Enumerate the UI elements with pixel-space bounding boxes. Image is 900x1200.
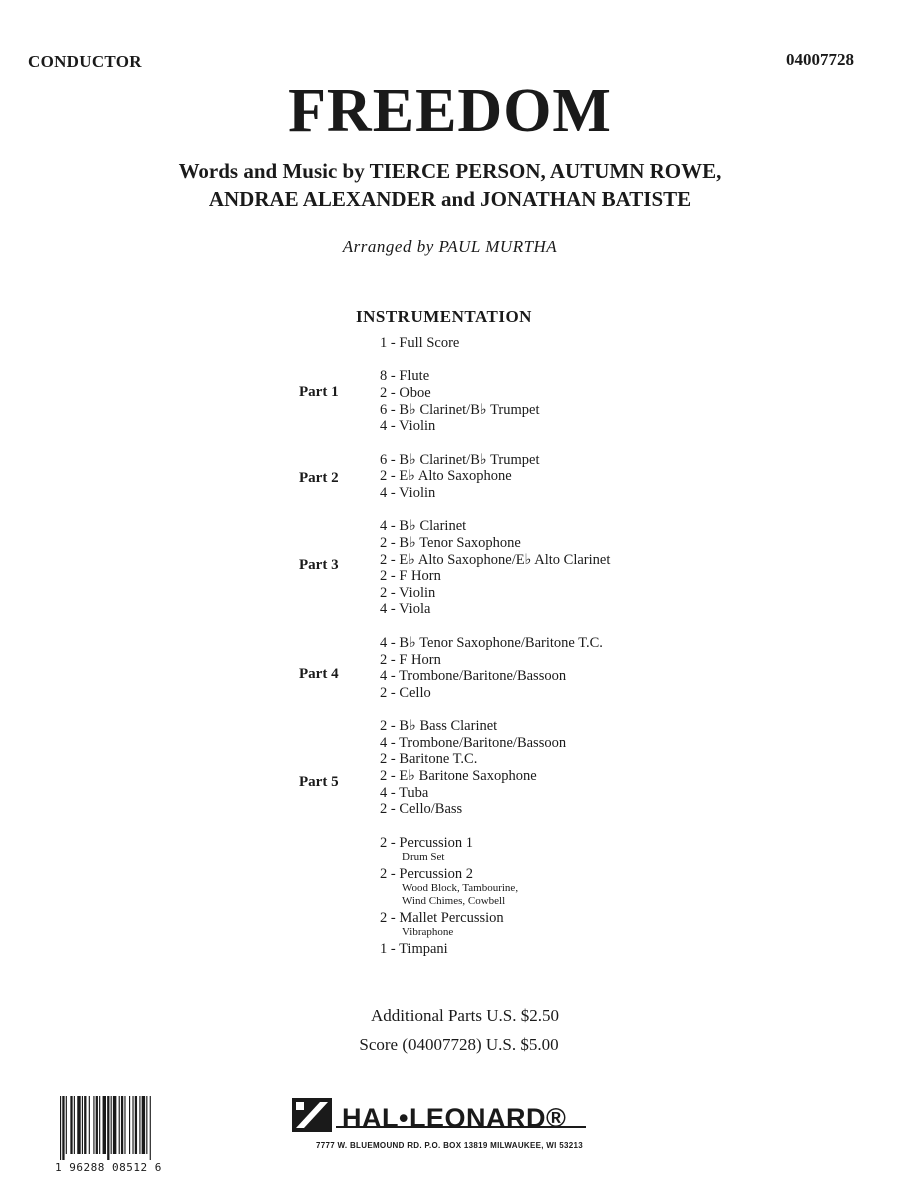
list-item: 2 - Percussion 2	[380, 866, 474, 882]
barcode-digits: 1 96288 08512 6	[55, 1161, 162, 1174]
list-item: 2 - Percussion 1	[380, 835, 474, 851]
full-score-item: 1 - Full Score	[380, 335, 460, 351]
list-item: 2 - E♭ Alto Saxophone/E♭ Alto Clarinet	[380, 552, 611, 568]
list-item-detail: Vibraphone	[402, 926, 454, 938]
publisher-address: 7777 W. BLUEMOUND RD. P.O. BOX 13819 MILWAUKEE, WI 53213	[316, 1141, 583, 1150]
list-item: 4 - B♭ Tenor Saxophone/Baritone T.C.	[380, 635, 603, 651]
list-item: 4 - Trombone/Baritone/Bassoon	[380, 735, 567, 751]
list-item: 4 - Violin	[380, 418, 436, 434]
part-5-label: Part 5	[299, 774, 339, 790]
list-item: 2 - Cello/Bass	[380, 801, 463, 817]
additional-parts-price: Additional Parts U.S. $2.50	[371, 1006, 559, 1025]
list-item: 2 - Violin	[380, 585, 436, 601]
part-label-conductor: CONDUCTOR	[28, 52, 142, 71]
list-item: 6 - B♭ Clarinet/B♭ Trumpet	[380, 402, 540, 418]
list-item: 6 - B♭ Clarinet/B♭ Trumpet	[380, 452, 540, 468]
part-2-label: Part 2	[299, 470, 339, 486]
list-item: 2 - F Horn	[380, 652, 441, 668]
part-1-label: Part 1	[299, 384, 339, 400]
instrumentation-heading: INSTRUMENTATION	[356, 307, 532, 326]
list-item: 2 - Baritone T.C.	[380, 751, 478, 767]
list-item: 4 - Tuba	[380, 785, 429, 801]
list-item: 2 - B♭ Tenor Saxophone	[380, 535, 521, 551]
arranger-credit: Arranged by PAUL MURTHA	[342, 237, 558, 256]
list-item: 2 - Mallet Percussion	[380, 910, 504, 926]
list-item: 2 - Oboe	[380, 385, 431, 401]
credits-line-2: ANDRAE ALEXANDER and JONATHAN BATISTE	[208, 187, 692, 211]
list-item-detail: Drum Set	[402, 851, 445, 863]
list-item: 2 - E♭ Alto Saxophone	[380, 468, 512, 484]
list-item: 8 - Flute	[380, 368, 430, 384]
publisher-name: HAL•LEONARD®	[342, 1103, 567, 1133]
score-price: Score (04007728) U.S. $5.00	[359, 1035, 559, 1054]
list-item: 2 - E♭ Baritone Saxophone	[380, 768, 537, 784]
list-item: 4 - Violin	[380, 485, 436, 501]
list-item: 4 - Trombone/Baritone/Bassoon	[380, 668, 567, 684]
list-item-detail: Wood Block, Tambourine,	[402, 882, 519, 894]
credits-line-1: Words and Music by TIERCE PERSON, AUTUMN ROWE,	[178, 159, 722, 183]
list-item: 4 - Viola	[380, 601, 431, 617]
list-item: 2 - B♭ Bass Clarinet	[380, 718, 498, 734]
part-4-label: Part 4	[299, 666, 339, 682]
list-item: 2 - F Horn	[380, 568, 441, 584]
list-item-detail: Wind Chimes, Cowbell	[402, 895, 506, 907]
part-3-label: Part 3	[299, 557, 339, 573]
list-item: 4 - B♭ Clarinet	[380, 518, 467, 534]
list-item: 1 - Timpani	[380, 941, 448, 957]
page-title: FREEDOM	[288, 77, 612, 145]
list-item: 2 - Cello	[380, 685, 431, 701]
catalog-number: 04007728	[786, 50, 854, 69]
composer-credits	[0, 157, 900, 213]
barcode	[58, 1096, 208, 1160]
